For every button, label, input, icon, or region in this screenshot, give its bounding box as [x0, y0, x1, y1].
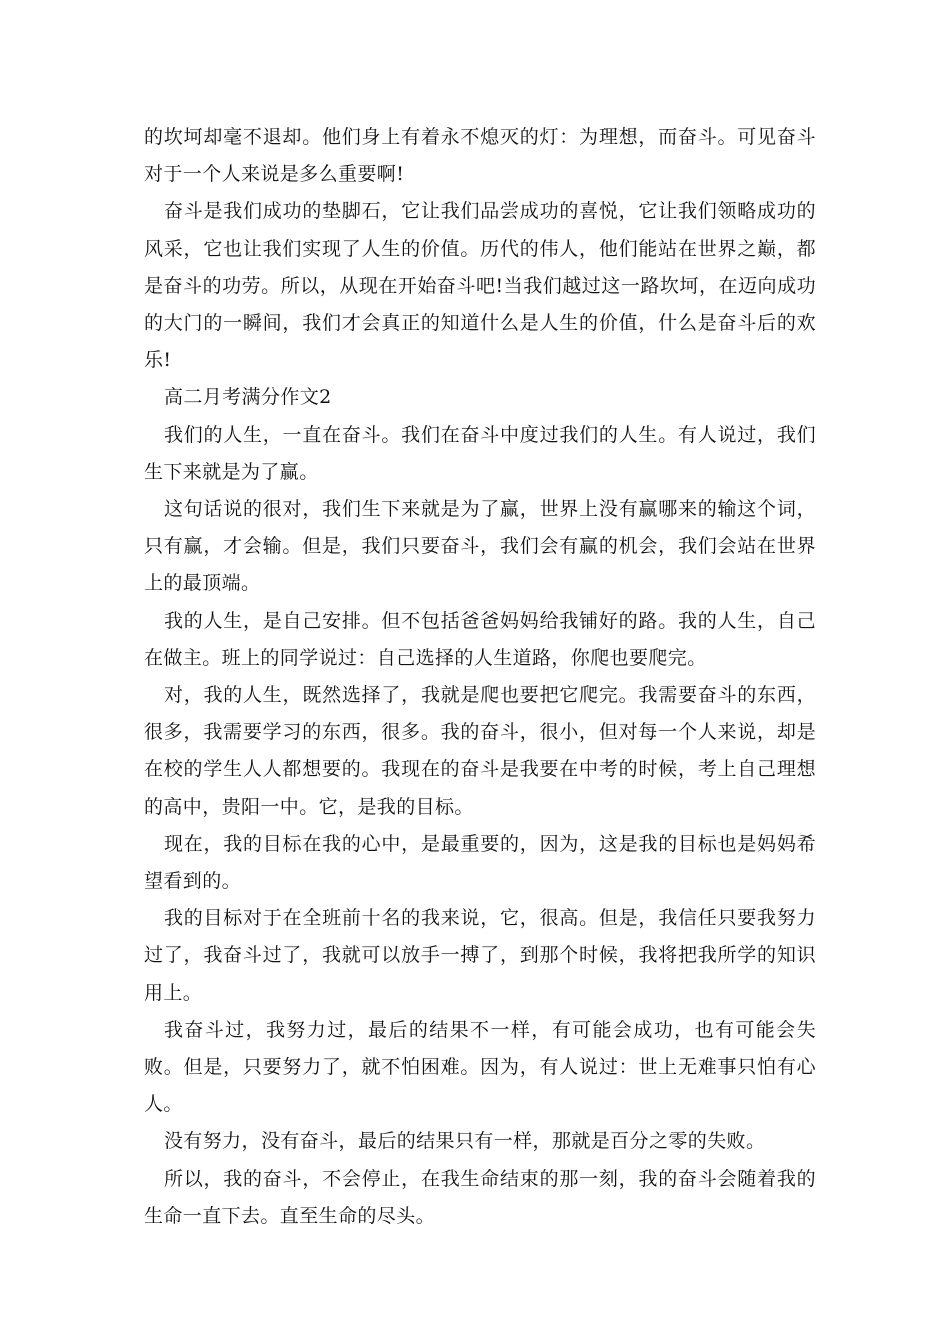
paragraph: 我们的人生，一直在奋斗。我们在奋斗中度过我们的人生。有人说过，我们生下来就是为了赢。 — [144, 423, 816, 483]
document-body — [144, 119, 816, 1235]
paragraph: 没有努力，没有奋斗，最后的结果只有一样，那就是百分之零的失败。 — [163, 1130, 766, 1153]
paragraph: 现在，我的目标在我的心中，是最重要的，因为，这是我的目标也是妈妈希望看到的。 — [144, 832, 816, 893]
essay-title: 高二月考满分作文2 — [163, 386, 332, 409]
paragraph: 我的人生，是自己安排。但不包括爸爸妈妈给我铺好的路。我的人生，自己在做主。班上的同学说过：自己选择的人生道路，你爬也要爬完。 — [144, 609, 816, 669]
paragraph: 奋斗是我们成功的垫脚石，它让我们品尝成功的喜悦，它让我们领略成功的风采，它也让我们实现了人生的价值。历代的伟人，他们能站在世界之巅，都是奋斗的功劳。所以，从现在开始奋斗吧!当我们越过这一路坎坷，在迈向成功的大门的一瞬间，我们才会真正的知道什么是人生的价值，什么是奋斗后的欢乐! — [144, 200, 816, 372]
paragraph: 所以，我的奋斗，不会停止，在我生命结束的那一刻，我的奋斗会随着我的生命一直下去。直至生命的尽头。 — [144, 1167, 816, 1227]
paragraph: 这句话说的很对，我们生下来就是为了赢，世界上没有赢哪来的输这个词，只有赢，才会输。但是，我们只要奋斗，我们会有赢的机会，我们会站在世界上的最顶端。 — [144, 498, 816, 595]
paragraph: 我的目标对于在全班前十名的我来说，它，很高。但是，我信任只要我努力过了，我奋斗过了，我就可以放手一搏了，到那个时候，我将把我所学的知识用上。 — [144, 907, 816, 1004]
paragraph: 对，我的人生，既然选择了，我就是爬也要把它爬完。我需要奋斗的东西，很多，我需要学习的东西，很多。我的奋斗，很小，但对每一个人来说，却是在校的学生人人都想要的。我现在的奋斗是我要在中考的时候，考上自己理想的高中，贵阳一中。它，是我的目标。 — [144, 684, 816, 818]
paragraph: 我奋斗过，我努力过，最后的结果不一样，有可能会成功，也有可能会失败。但是，只要努力了，就不怕困难。因为，有人说过：世上无难事只怕有心人。 — [144, 1018, 816, 1116]
paragraph-continued: 的坎坷却毫不退却。他们身上有着永不熄灭的灯：为理想，而奋斗。可见奋斗对于一个人来说是多么重要啊! — [144, 126, 816, 186]
